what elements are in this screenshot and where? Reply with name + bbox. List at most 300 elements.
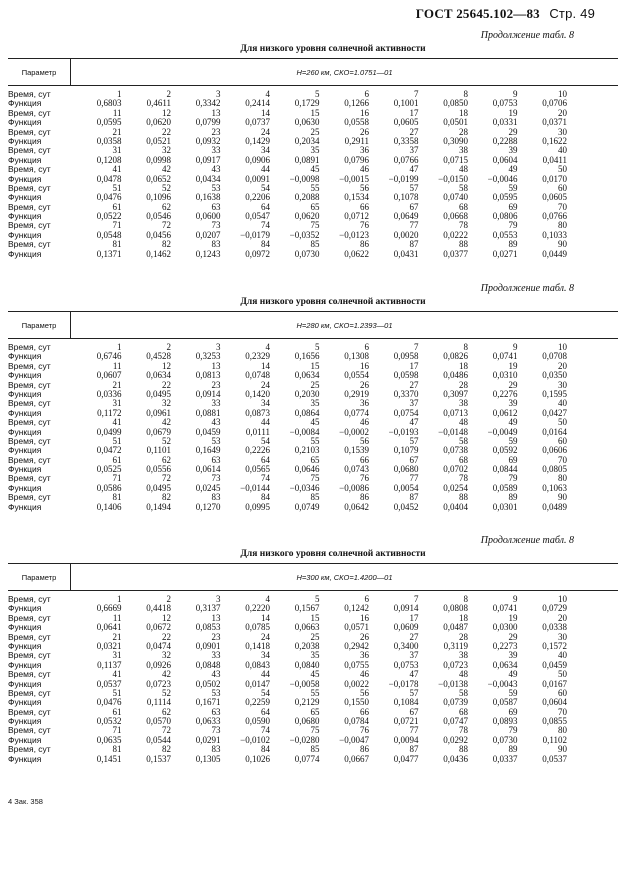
table-cell: 0,0958 xyxy=(393,351,419,362)
table-cell: 0,2942 xyxy=(344,640,369,651)
table-cell: 49 xyxy=(508,669,518,680)
table-cell: 63 xyxy=(211,454,221,465)
table-block-260km xyxy=(8,30,618,259)
table-cell: 47 xyxy=(409,417,419,428)
table-cell: 14 xyxy=(261,360,270,371)
table-cell: 44 xyxy=(261,164,270,175)
table-cell: 0,4418 xyxy=(146,603,171,614)
table-cell: 32 xyxy=(162,650,171,661)
table-cell: 0,0926 xyxy=(146,659,171,670)
table-cell: 0,2259 xyxy=(245,697,270,708)
table-cell: 31 xyxy=(112,398,122,409)
row-label: Функция xyxy=(8,192,42,203)
table-cell: 37 xyxy=(409,398,419,409)
table-cell: 0,0753 xyxy=(393,659,419,670)
table-cell: 0,0612 xyxy=(492,407,518,418)
table-cell: 0,0321 xyxy=(96,640,122,651)
row-label: Функция xyxy=(8,407,42,418)
table-cell: 0,1270 xyxy=(195,501,221,512)
table-cell: 0,0729 xyxy=(542,603,567,614)
row-label: Функция xyxy=(8,445,42,456)
table-cell: 0,0634 xyxy=(146,370,171,381)
table-cell: 70 xyxy=(558,706,567,717)
table-cell: 0,0740 xyxy=(443,192,468,203)
row-label: Время, сут xyxy=(8,492,51,503)
table-cell: 0,0633 xyxy=(195,716,221,727)
table-cell: 33 xyxy=(211,145,221,156)
table-cell: 0,1137 xyxy=(97,659,122,670)
table-cell: 0,0164 xyxy=(542,426,567,437)
table-cell: 77 xyxy=(409,473,419,484)
table-cell: 0,0635 xyxy=(96,734,122,745)
altitude-header: H=280 км, СКО=1.2393—01 xyxy=(296,320,393,330)
table-cell: 0,0532 xyxy=(96,716,122,727)
row-label: Функция xyxy=(8,154,42,165)
table-cell: 76 xyxy=(360,725,369,736)
table-cell: 0,0715 xyxy=(443,154,468,165)
table-cell: 27 xyxy=(409,631,419,642)
table-cell: 17 xyxy=(409,107,419,118)
table-cell: 8 xyxy=(463,342,468,352)
table-cell: 0,1572 xyxy=(542,640,567,651)
table-cell: 69 xyxy=(508,706,518,717)
row-label: Функция xyxy=(8,734,42,745)
table-cell: 0,0634 xyxy=(294,370,320,381)
table-cell: 0,0456 xyxy=(146,229,171,240)
table-cell: 0,2276 xyxy=(492,388,518,399)
table-cell: 0,0570 xyxy=(146,716,171,727)
table-cell: 69 xyxy=(508,201,518,212)
table-cell: 21 xyxy=(112,631,122,642)
table-body xyxy=(8,595,618,764)
table-cell: 30 xyxy=(558,631,567,642)
row-label: Функция xyxy=(8,501,42,512)
page-number: Стр. 49 xyxy=(549,6,595,21)
table-cell: 18 xyxy=(459,107,468,118)
table-cell: 10 xyxy=(558,342,567,352)
table-cell: −0,0102 xyxy=(240,734,270,745)
table-cell: 90 xyxy=(558,239,567,250)
table-cell: 76 xyxy=(360,220,369,231)
table-cell: 0,0855 xyxy=(542,716,567,727)
table-cell: 88 xyxy=(459,239,468,250)
table-cell: 85 xyxy=(310,239,320,250)
table-cell: 0,3370 xyxy=(393,388,419,399)
row-label: Время, сут xyxy=(8,725,51,736)
table-cell: 51 xyxy=(112,687,122,698)
table-cell: 77 xyxy=(409,725,419,736)
row-label: Функция xyxy=(8,622,42,633)
table-cell: 0,0808 xyxy=(443,603,468,614)
table-cell: 0,2129 xyxy=(294,697,320,708)
table-cell: 0,0663 xyxy=(294,622,320,633)
row-label: Функция xyxy=(8,640,42,651)
table-cell: 20 xyxy=(558,107,567,118)
row-label: Время, сут xyxy=(8,706,51,717)
table-cell: 0,2206 xyxy=(245,192,270,203)
continuation-note: Продолжение табл. 8 xyxy=(480,283,574,294)
row-label: Время, сут xyxy=(8,126,51,137)
table-cell: 73 xyxy=(211,473,221,484)
table-cell: 42 xyxy=(162,164,171,175)
table-cell: 52 xyxy=(162,182,171,193)
table-cell: 46 xyxy=(360,417,369,428)
table-cell: −0,0199 xyxy=(388,173,419,184)
table-cell: 41 xyxy=(112,669,122,680)
table-cell: 0,0565 xyxy=(245,464,270,475)
table-cell: 0,0680 xyxy=(393,464,419,475)
table-cell: 15 xyxy=(310,360,320,371)
table-cell: 78 xyxy=(459,725,468,736)
table-cell: 88 xyxy=(459,744,468,755)
table-cell: 0,0806 xyxy=(492,211,518,222)
table-cell: 0,2030 xyxy=(294,388,320,399)
table-cell: 0,0706 xyxy=(542,98,567,109)
table-cell: 0,0586 xyxy=(96,482,122,493)
table-cell: 49 xyxy=(508,417,518,428)
table-cell: −0,0086 xyxy=(339,482,369,493)
table-cell: 25 xyxy=(310,126,320,137)
table-cell: 71 xyxy=(112,473,122,484)
table-cell: 0,1451 xyxy=(96,753,122,764)
table-cell: 0,0853 xyxy=(195,622,221,633)
table-cell: 0,2226 xyxy=(245,445,270,456)
table-cell: 0,0844 xyxy=(492,464,518,475)
table-cell: 14 xyxy=(261,107,270,118)
table-cell: 9 xyxy=(513,342,518,352)
table-cell: 74 xyxy=(261,473,270,484)
table-cell: 5 xyxy=(315,89,320,99)
table-cell: 0,0558 xyxy=(344,117,369,128)
table-cell: 54 xyxy=(261,182,270,193)
table-cell: 0,0747 xyxy=(443,716,468,727)
table-cell: 80 xyxy=(558,473,567,484)
table-cell: 13 xyxy=(211,107,221,118)
row-label: Функция xyxy=(8,482,42,493)
table-cell: 0,0873 xyxy=(245,407,270,418)
table-cell: 0,0207 xyxy=(195,229,221,240)
table-cell: 58 xyxy=(459,182,468,193)
table-cell: 45 xyxy=(310,669,320,680)
table-cell: 0,0525 xyxy=(96,464,122,475)
table-cell: 0,0478 xyxy=(96,173,122,184)
table-cell: 71 xyxy=(112,725,122,736)
table-cell: −0,0280 xyxy=(289,734,320,745)
table-cell: −0,0046 xyxy=(487,173,518,184)
table-cell: 69 xyxy=(508,454,518,465)
table-cell: 89 xyxy=(508,744,518,755)
table-cell: 35 xyxy=(310,650,320,661)
table-cell: 0,0427 xyxy=(542,407,567,418)
table-cell: 7 xyxy=(414,89,419,99)
table-cell: 37 xyxy=(409,650,419,661)
table-cell: 0,2288 xyxy=(492,135,518,146)
table-cell: 0,0350 xyxy=(542,370,567,381)
table-cell: 12 xyxy=(162,360,171,371)
table-cell: −0,0043 xyxy=(487,678,518,689)
table-cell: 27 xyxy=(409,379,419,390)
table-cell: 71 xyxy=(112,220,122,231)
table-cell: 15 xyxy=(310,107,320,118)
table-cell: −0,0098 xyxy=(289,173,320,184)
table-cell: 0,0487 xyxy=(443,622,468,633)
table-cell: 0,0459 xyxy=(195,426,221,437)
table-body xyxy=(8,343,618,512)
table-cell: 0,0147 xyxy=(245,678,270,689)
table-cell: 0,2919 xyxy=(344,388,369,399)
table-cell: 0,0753 xyxy=(492,98,518,109)
table-cell: 0,0864 xyxy=(294,407,320,418)
table-cell: 0,1539 xyxy=(344,445,369,456)
table-cell: 0,0477 xyxy=(393,753,419,764)
table-cell: 49 xyxy=(508,164,518,175)
row-label: Время, сут xyxy=(8,594,51,604)
table-cell: 0,0338 xyxy=(542,622,567,633)
table-cell: 53 xyxy=(211,435,221,446)
table-cell: 0,2329 xyxy=(245,351,270,362)
table-cell: 0,0358 xyxy=(96,135,122,146)
table-cell: 0,0785 xyxy=(245,622,270,633)
table-cell: 46 xyxy=(360,669,369,680)
table-cell: 50 xyxy=(558,669,567,680)
table-cell: 0,0472 xyxy=(96,445,122,456)
table-cell: 84 xyxy=(261,239,270,250)
table-cell: 81 xyxy=(112,239,122,250)
row-label: Время, сут xyxy=(8,379,51,390)
table-cell: 52 xyxy=(162,687,171,698)
table-cell: 74 xyxy=(261,725,270,736)
table-cell: 0,0489 xyxy=(542,501,567,512)
table-cell: 0,0840 xyxy=(294,659,320,670)
table-cell: 0,0668 xyxy=(443,211,468,222)
table-cell: 45 xyxy=(310,417,320,428)
table-cell: 0,0499 xyxy=(96,426,122,437)
table-cell: 0,0995 xyxy=(245,501,270,512)
table-cell: 38 xyxy=(459,398,468,409)
table-cell: 0,0738 xyxy=(443,445,468,456)
table-cell: 7 xyxy=(414,594,419,604)
standard-code: ГОСТ 25645.102—83 xyxy=(415,6,540,21)
table-cell: 45 xyxy=(310,164,320,175)
table-cell: 36 xyxy=(360,398,369,409)
table-cell: 0,0547 xyxy=(245,211,270,222)
table-cell: 0,0723 xyxy=(146,678,171,689)
table-cell: 88 xyxy=(459,492,468,503)
table-cell: 40 xyxy=(558,145,567,156)
table-cell: 37 xyxy=(409,145,419,156)
table-cell: 0,0614 xyxy=(195,464,221,475)
table-cell: 0,2088 xyxy=(294,192,320,203)
param-header: Параметр xyxy=(8,564,71,590)
table-cell: 32 xyxy=(162,145,171,156)
table-cell: 0,0713 xyxy=(443,407,468,418)
table-cell: 0,0371 xyxy=(542,117,567,128)
row-label: Время, сут xyxy=(8,612,51,623)
table-cell: 62 xyxy=(162,454,171,465)
row-label: Время, сут xyxy=(8,342,51,352)
table-cell: 54 xyxy=(261,687,270,698)
table-cell: 0,0901 xyxy=(195,640,221,651)
table-cell: 30 xyxy=(558,379,567,390)
table-cell: 39 xyxy=(508,650,518,661)
table-cell: 23 xyxy=(211,379,221,390)
row-label: Время, сут xyxy=(8,398,51,409)
table-cell: 0,0850 xyxy=(443,98,468,109)
table-cell: 0,0300 xyxy=(492,622,518,633)
table-cell: 0,0606 xyxy=(542,445,567,456)
table-cell: 16 xyxy=(360,612,369,623)
table-cell: 53 xyxy=(211,687,221,698)
table-cell: 0,0749 xyxy=(294,501,320,512)
table-cell: 52 xyxy=(162,435,171,446)
table-cell: 0,0723 xyxy=(443,659,468,670)
table-cell: 43 xyxy=(211,417,221,428)
table-cell: 50 xyxy=(558,417,567,428)
table-cell: 82 xyxy=(162,492,171,503)
continuation-note: Продолжение табл. 8 xyxy=(480,535,574,546)
table-cell: 26 xyxy=(360,126,369,137)
table-cell: 62 xyxy=(162,706,171,717)
table-cell: 85 xyxy=(310,492,320,503)
table-cell: 0,1078 xyxy=(393,192,419,203)
table-cell: 0,0486 xyxy=(443,370,468,381)
table-cell: 75 xyxy=(310,473,320,484)
table-header xyxy=(8,563,618,591)
table-cell: 3 xyxy=(216,342,221,352)
table-cell: 0,1656 xyxy=(294,351,320,362)
table-cell: 47 xyxy=(409,164,419,175)
table-cell: −0,0144 xyxy=(240,482,270,493)
table-cell: 4 xyxy=(265,89,270,99)
table-cell: −0,0150 xyxy=(438,173,468,184)
table-cell: 73 xyxy=(211,725,221,736)
table-cell: 40 xyxy=(558,398,567,409)
table-cell: 10 xyxy=(558,89,567,99)
table-cell: 0,0891 xyxy=(294,154,320,165)
table-cell: 0,0667 xyxy=(344,753,369,764)
row-label: Функция xyxy=(8,753,42,764)
row-label: Время, сут xyxy=(8,182,51,193)
table-cell: 0,1308 xyxy=(344,351,369,362)
table-cell: 25 xyxy=(310,379,320,390)
table-cell: 0,0431 xyxy=(393,248,419,259)
table-cell: 44 xyxy=(261,669,270,680)
table-cell: 0,0336 xyxy=(96,388,122,399)
table-cell: 78 xyxy=(459,473,468,484)
table-cell: 0,0571 xyxy=(344,622,369,633)
table-cell: 0,0620 xyxy=(294,211,320,222)
table-cell: 87 xyxy=(409,744,419,755)
row-label: Функция xyxy=(8,678,42,689)
table-cell: 0,0774 xyxy=(294,753,320,764)
table-cell: 10 xyxy=(558,594,567,604)
table-cell: 41 xyxy=(112,164,122,175)
table-cell: 0,0739 xyxy=(443,697,468,708)
table-cell: 0,0848 xyxy=(195,659,221,670)
row-label: Время, сут xyxy=(8,360,51,371)
table-cell: 66 xyxy=(360,454,369,465)
table-cell: −0,0002 xyxy=(339,426,369,437)
row-label: Функция xyxy=(8,211,42,222)
table-cell: 0,1242 xyxy=(344,603,369,614)
table-cell: 0,0476 xyxy=(96,192,122,203)
table-cell: 0,2103 xyxy=(294,445,320,456)
table-cell: 0,0634 xyxy=(492,659,518,670)
table-cell: 41 xyxy=(112,417,122,428)
table-cell: 11 xyxy=(112,612,122,623)
table-cell: 55 xyxy=(310,182,320,193)
table-cell: 0,0708 xyxy=(542,351,567,362)
param-header: Параметр xyxy=(8,59,71,85)
table-cell: 60 xyxy=(558,435,567,446)
table-cell: 12 xyxy=(162,612,171,623)
table-cell: 6 xyxy=(364,594,369,604)
table-cell: 0,0554 xyxy=(344,370,369,381)
table-cell: −0,0346 xyxy=(289,482,320,493)
table-cell: 59 xyxy=(508,687,518,698)
row-label: Время, сут xyxy=(8,220,51,231)
table-cell: 68 xyxy=(459,201,468,212)
table-cell: 0,0721 xyxy=(393,716,419,727)
table-cell: 15 xyxy=(310,612,320,623)
table-cell: 77 xyxy=(409,220,419,231)
table-cell: 0,1494 xyxy=(146,501,171,512)
table-cell: 0,6669 xyxy=(96,603,122,614)
table-cell: 20 xyxy=(558,360,567,371)
row-label: Функция xyxy=(8,716,42,727)
table-cell: 65 xyxy=(310,454,320,465)
table-cell: 4 xyxy=(265,594,270,604)
table-cell: 83 xyxy=(211,492,221,503)
table-cell: 0,2220 xyxy=(245,603,270,614)
table-cell: 0,1638 xyxy=(195,192,221,203)
row-label: Функция xyxy=(8,659,42,670)
table-cell: 82 xyxy=(162,239,171,250)
table-cell: 31 xyxy=(112,650,122,661)
table-cell: 0,1420 xyxy=(245,388,270,399)
table-cell: 70 xyxy=(558,454,567,465)
row-label: Функция xyxy=(8,229,42,240)
table-cell: 59 xyxy=(508,182,518,193)
row-label: Функция xyxy=(8,464,42,475)
table-cell: 17 xyxy=(409,360,419,371)
table-cell: 44 xyxy=(261,417,270,428)
table-cell: 17 xyxy=(409,612,419,623)
table-cell: 0,0906 xyxy=(245,154,270,165)
table-cell: −0,0015 xyxy=(339,173,369,184)
table-cell: 74 xyxy=(261,220,270,231)
table-cell: 0,1537 xyxy=(146,753,171,764)
table-cell: 0,1026 xyxy=(245,753,270,764)
table-cell: 51 xyxy=(112,435,122,446)
table-cell: 84 xyxy=(261,744,270,755)
table-cell: 73 xyxy=(211,220,221,231)
table-cell: −0,0179 xyxy=(240,229,270,240)
table-cell: 4 xyxy=(265,342,270,352)
table-cell: 23 xyxy=(211,126,221,137)
table-row xyxy=(8,503,618,512)
table-cell: 0,0590 xyxy=(245,716,270,727)
table-cell: 0,0998 xyxy=(146,154,171,165)
table-cell: 3 xyxy=(216,89,221,99)
table-cell: 2 xyxy=(166,342,171,352)
table-cell: 55 xyxy=(310,687,320,698)
table-cell: 86 xyxy=(360,744,369,755)
table-cell: 0,0167 xyxy=(542,678,567,689)
table-cell: 0,0881 xyxy=(195,407,221,418)
table-cell: 11 xyxy=(112,107,122,118)
table-cell: −0,0352 xyxy=(289,229,320,240)
